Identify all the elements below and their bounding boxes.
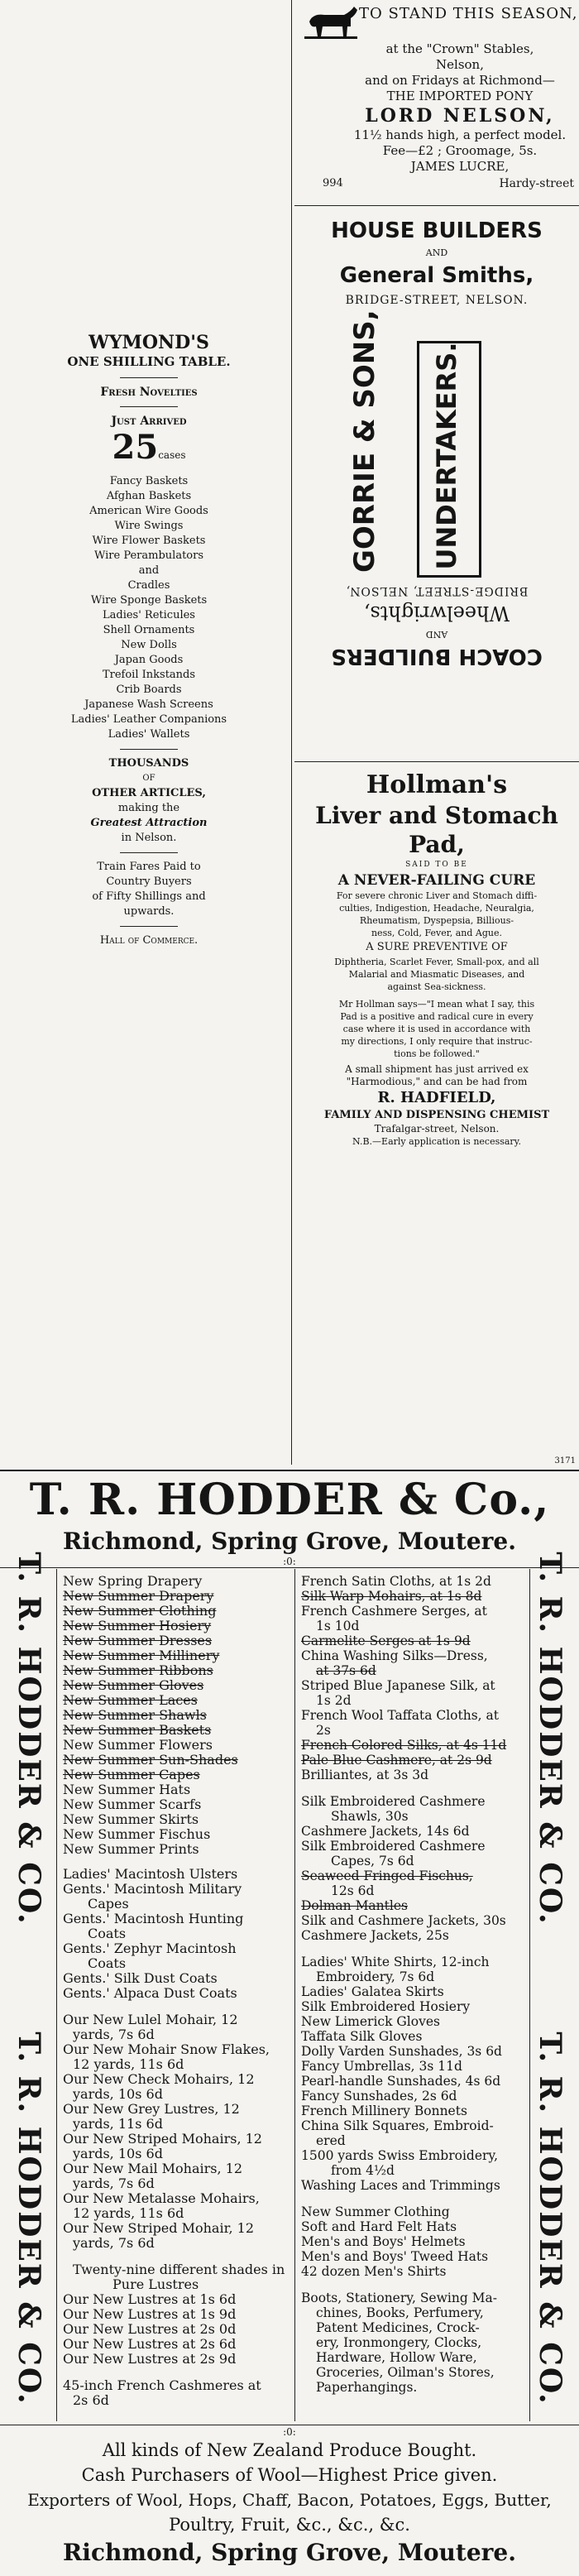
hodder-item: Silk Embroidered Hosiery — [301, 1999, 471, 2014]
wymond-item: Wire Flower Baskets — [92, 535, 206, 547]
hollman-nb: N.B.—Early application is necessary. — [352, 1136, 521, 1147]
hodder-item: 45-inch French Cashmeres at — [63, 2377, 261, 2393]
wymond-just: Just Arrived — [111, 415, 187, 428]
hodder-item: yards, 7s 6d — [73, 2175, 155, 2191]
wymond-item: Trefoil Inkstands — [102, 669, 196, 681]
wymond-ad — [25, 331, 273, 948]
wymond-train: Country Buyers — [106, 875, 192, 888]
wymond-rule — [120, 852, 178, 853]
builders-vertical-undertakers: UNDERTAKERS. — [431, 342, 462, 570]
hodder-item: yards, 10s 6d — [73, 2146, 163, 2161]
hodder-item: Taffata Silk Gloves — [301, 2029, 423, 2044]
hodder-item: 12s 6d — [331, 1883, 375, 1898]
wymond-item: Cradles — [127, 579, 170, 592]
hodder-item: Our New Lustres at 2s 6d — [63, 2336, 237, 2352]
hodder-item: French Millinery Bonnets — [301, 2103, 467, 2118]
wymond-item: Japan Goods — [114, 654, 184, 666]
hodder-item: Our New Mail Mohairs, 12 — [63, 2161, 243, 2176]
hodder-item: Our New Grey Lustres, 12 — [63, 2101, 240, 2117]
builders-address: BRIDGE-STREET, NELSON. — [345, 294, 529, 307]
hollman-title: Pad, — [409, 831, 465, 858]
hodder-item: Our New Lulel Mohair, 12 — [63, 2012, 238, 2027]
hodder-vertical-left: T. R. HODDER & CO. — [12, 2032, 46, 2406]
hodder-item: Boots, Stationery, Sewing Ma- — [301, 2291, 498, 2305]
hodder-footer-places: Richmond, Spring Grove, Moutere. — [63, 2539, 516, 2566]
hodder-item: Gents.' Silk Dust Coats — [63, 1970, 218, 1986]
hodder-item: China Silk Squares, Embroid- — [301, 2118, 494, 2133]
hodder-item: Groceries, Oilman's Stores, — [316, 2365, 495, 2380]
hodder-separator: :0: — [283, 1556, 296, 1567]
hodder-item: New Summer Scarfs — [63, 1796, 202, 1812]
hodder-item: Our New Mohair Snow Flakes, — [63, 2041, 270, 2057]
hollman-chemist: R. HADFIELD, — [377, 1089, 496, 1106]
hodder-item: Ladies' Macintosh Ulsters — [63, 1866, 238, 1882]
hodder-item: New Summer Clothing — [63, 1603, 217, 1619]
horse-ad-headline: TO STAND THIS SEASON, — [359, 5, 578, 22]
hodder-item: Dolman Mantles — [301, 1898, 408, 1913]
hollman-ad — [294, 770, 579, 1148]
hollman-quote: tions be followed." — [394, 1048, 480, 1059]
hodder-item: 1500 yards Swiss Embroidery, — [301, 2148, 499, 2163]
hollman-quote: my directions, I only require that instruc- — [341, 1036, 533, 1047]
hodder-item: New Summer Laces — [63, 1692, 198, 1708]
hodder-item: 12 yards, 11s 6d — [73, 2056, 184, 2072]
hodder-item: Our New Striped Mohairs, 12 — [63, 2131, 262, 2147]
hodder-item: Embroidery, 7s 6d — [316, 1969, 435, 1984]
horse-illustration — [301, 3, 361, 46]
hodder-item: Cashmere Jackets, 14s 6d — [301, 1824, 470, 1839]
hodder-item: New Summer Hosiery — [63, 1618, 212, 1633]
wymond-train: upwards. — [123, 905, 175, 918]
hodder-right-list — [301, 1574, 526, 2395]
hodder-item: Fancy Sunshades, 2s 6d — [301, 2089, 457, 2103]
hodder-item: New Spring Drapery — [63, 1573, 203, 1589]
hollman-title: Liver and Stomach — [315, 802, 558, 829]
hollman-prev: A SURE PREVENTIVE OF — [366, 941, 508, 953]
hodder-item: Coats — [88, 1955, 127, 1971]
horse-ad-owner: JAMES LUCRE, — [410, 159, 510, 174]
builders-vertical-name: GORRIE & SONS, — [348, 309, 381, 573]
hodder-item: French Cashmere Serges, at — [301, 1604, 487, 1619]
wymond-item: New Dolls — [121, 639, 177, 651]
hodder-item: chines, Books, Perfumery, — [316, 2305, 484, 2320]
wymond-item: Ladies' Wallets — [108, 728, 190, 741]
hodder-item: New Limerick Gloves — [301, 2014, 440, 2029]
hodder-separator: :0: — [283, 2426, 296, 2438]
horse-ad-number: 994 — [323, 177, 343, 189]
hollman-prev-line: Diphtheria, Scarlet Fever, Small-pox, and all — [334, 957, 539, 967]
hodder-item: China Washing Silks—Dress, — [301, 1648, 488, 1663]
hodder-item: New Summer Baskets — [63, 1722, 212, 1738]
wymond-thousands: making the — [117, 802, 180, 814]
horse-ad-line: at the "Crown" Stables, — [385, 41, 534, 56]
hodder-title — [0, 1473, 579, 1567]
builders-inverted-head: COACH BUILDERS — [331, 644, 543, 669]
hodder-item: Soft and Hard Felt Hats — [301, 2219, 457, 2234]
hodder-item: New Summer Drapery — [63, 1588, 214, 1604]
horse-ad-fee: Fee—£2 ; Groomage, 5s. — [382, 143, 538, 158]
wymond-title: WYMOND'S — [89, 332, 209, 353]
hollman-for: ness, Cold, Fever, and Ague. — [371, 928, 503, 938]
hodder-item: New Summer Fischus — [63, 1826, 211, 1842]
hodder-item: New Summer Gloves — [63, 1677, 204, 1693]
hodder-item: Shawls, 30s — [331, 1809, 409, 1824]
builders-inverted-and: AND — [425, 629, 448, 640]
hollman-street: Trafalgar-street, Nelson. — [374, 1123, 500, 1134]
hodder-item: New Summer Flowers — [63, 1737, 213, 1753]
section-divider — [0, 1470, 579, 1471]
wymond-item: Fancy Baskets — [109, 475, 189, 487]
wymond-thousands: THOUSANDS — [108, 757, 189, 770]
hodder-item: Our New Lustres at 2s 0d — [63, 2321, 237, 2337]
hodder-left-list — [63, 1574, 291, 2408]
hodder-footer-line: Exporters of Wool, Hops, Chaff, Bacon, Potatoes, Eggs, Butter, — [27, 2490, 552, 2510]
hodder-places: Richmond, Spring Grove, Moutere. — [63, 1528, 516, 1555]
hollman-quote: Mr Hollman says—"I mean what I say, this — [338, 999, 535, 1010]
hodder-item: New Summer Sun-Shades — [63, 1752, 238, 1768]
hodder-item: yards, 7s 6d — [73, 2027, 155, 2042]
builders-and: AND — [425, 247, 448, 258]
wymond-train: Train Fares Paid to — [97, 861, 201, 873]
hodder-item: Silk Warp Mohairs, at 1s 8d — [301, 1589, 482, 1604]
ad-divider — [294, 205, 579, 206]
hollman-for: Rheumatism, Dyspepsia, Billious- — [359, 915, 514, 926]
hodder-item: yards, 7s 6d — [73, 2235, 155, 2251]
ad-divider — [294, 761, 579, 762]
hodder-item: Silk Embroidered Cashmere — [301, 1839, 486, 1854]
hodder-item: 42 dozen Men's Shirts — [301, 2264, 447, 2279]
builders-inverted-address: BRIDGE-STREET, NELSON, — [345, 584, 529, 597]
hodder-item: yards, 11s 6d — [73, 2116, 163, 2132]
hodder-vertical-right: T. R. HODDER & CO. — [533, 1552, 567, 1926]
hollman-ship: "Harmodious," and can be had from — [346, 1076, 528, 1087]
hollman-quote: case where it is used in accordance with — [342, 1024, 531, 1034]
hodder-item: Paperhangings. — [316, 2380, 418, 2395]
wymond-hall: Hall of Commerce. — [99, 934, 199, 947]
hodder-item: Seaweed Fringed Fischus, — [301, 1868, 473, 1883]
hodder-item: ery, Ironmongery, Clocks, — [316, 2335, 482, 2350]
horse-ad-line: and on Fridays at Richmond— — [365, 73, 555, 88]
hodder-item: Pale Blue Cashmere, at 2s 9d — [301, 1753, 492, 1768]
hodder-item: Cashmere Jackets, 25s — [301, 1928, 449, 1943]
builders-vertical-block — [328, 309, 534, 573]
hodder-item: 2s — [316, 1723, 331, 1738]
hodder-item: 1s 2d — [316, 1693, 352, 1708]
hodder-band-rule — [529, 1569, 530, 2421]
wymond-item: Afghan Baskets — [106, 490, 192, 502]
hodder-footer-line: All kinds of New Zealand Produce Bought. — [102, 2440, 477, 2460]
horse-ad — [294, 0, 579, 199]
hodder-vertical-right: T. R. HODDER & CO. — [533, 2032, 567, 2406]
wymond-item: and — [138, 564, 160, 577]
hodder-item: Patent Medicines, Crock- — [316, 2320, 480, 2335]
wymond-count: 25cases — [112, 428, 186, 467]
hodder-item: New Summer Skirts — [63, 1811, 199, 1827]
horse-ad-desc: 11½ hands high, a perfect model. — [353, 127, 567, 142]
hodder-item: 2s 6d — [73, 2392, 109, 2408]
hodder-item: Men's and Boys' Tweed Hats — [301, 2249, 489, 2264]
hodder-footer-line: Cash Purchasers of Wool—Highest Price given. — [81, 2465, 498, 2485]
builders-head2: General Smiths, — [339, 263, 534, 288]
hodder-item: Carmelite Serges at 1s 9d — [301, 1633, 471, 1648]
hodder-item: Pure Lustres — [112, 2276, 199, 2292]
hodder-item: Gents.' Alpaca Dust Coats — [63, 1985, 237, 2001]
hodder-item: Men's and Boys' Helmets — [301, 2234, 466, 2249]
hodder-column-rule — [294, 1569, 295, 2421]
hodder-item: Our New Lustres at 1s 9d — [63, 2306, 237, 2322]
hodder-item: Ladies' White Shirts, 12-inch — [301, 1955, 490, 1969]
hodder-footer-line: Poultry, Fruit, &c., &c., &c. — [169, 2515, 410, 2535]
wymond-item: Ladies' Reticules — [103, 609, 195, 621]
hodder-item: ered — [316, 2133, 346, 2148]
wymond-rule — [120, 749, 178, 750]
hollman-quote: Pad is a positive and radical cure in every — [340, 1011, 534, 1022]
wymond-in: in Nelson. — [121, 832, 177, 844]
hodder-item: New Summer Capes — [63, 1767, 200, 1782]
hodder-footer — [0, 2426, 579, 2569]
horse-ad-address: Hardy-street — [499, 177, 574, 190]
hodder-rule — [0, 1567, 579, 1568]
builders-ad — [294, 217, 579, 755]
wymond-item: Wire Perambulators — [93, 549, 204, 562]
wymond-thousands: OF — [142, 774, 156, 783]
hodder-item: Our New Metalasse Mohairs, — [63, 2190, 260, 2206]
hollman-for: culties, Indigestion, Headache, Neuralgia, — [339, 903, 534, 914]
wymond-item: Ladies' Leather Companions — [70, 713, 227, 726]
hodder-band-rule — [56, 1569, 57, 2421]
hodder-item: Ladies' Galatea Skirts — [301, 1984, 444, 1999]
wymond-item: American Wire Goods — [89, 505, 208, 517]
hodder-title-text: T. R. HODDER & Co., — [29, 1475, 550, 1525]
hodder-item: Our New Lustres at 1s 6d — [63, 2291, 237, 2307]
hollman-said: SAID TO BE — [405, 861, 468, 869]
wymond-rule — [120, 377, 178, 378]
wymond-thousands: OTHER ARTICLES, — [92, 787, 206, 799]
hodder-item: French Wool Taffata Cloths, at — [301, 1708, 500, 1723]
wymond-item: Wire Swings — [114, 520, 184, 532]
horse-ad-sub: THE IMPORTED PONY — [386, 89, 534, 103]
hodder-item: Hardware, Hollow Ware, — [316, 2350, 477, 2365]
hodder-item: Our New Check Mohairs, 12 — [63, 2071, 255, 2087]
hodder-item: New Summer Clothing — [301, 2204, 450, 2219]
builders-inverted-block — [294, 581, 579, 670]
hodder-item: Gents.' Zephyr Macintosh — [63, 1940, 237, 1956]
wymond-item: Shell Ornaments — [103, 624, 195, 636]
hollman-title: Hollman's — [366, 770, 508, 799]
hodder-item: yards, 10s 6d — [73, 2086, 163, 2102]
wymond-item: Japanese Wash Screens — [84, 698, 213, 711]
hollman-ship: A small shipment has just arrived ex — [345, 1063, 529, 1075]
hollman-prev-line: Malarial and Miasmatic Diseases, and — [348, 969, 525, 980]
column-divider — [291, 0, 292, 1465]
wymond-fresh: Fresh Novelties — [100, 386, 198, 399]
hodder-item: from 4½d — [331, 2163, 395, 2178]
hodder-item: New Summer Dresses — [63, 1633, 213, 1648]
hodder-item: Fancy Umbrellas, 3s 11d — [301, 2059, 462, 2074]
hodder-item: at 37s 6d — [316, 1663, 376, 1678]
horse-ad-name: LORD NELSON, — [365, 105, 555, 127]
wymond-subtitle: ONE SHILLING TABLE. — [67, 354, 231, 369]
hodder-item: Silk Embroidered Cashmere — [301, 1794, 486, 1809]
wymond-rule — [120, 406, 178, 407]
hodder-item: Our New Striped Mohair, 12 — [63, 2220, 254, 2236]
hodder-item: Coats — [88, 1926, 127, 1941]
hodder-item: New Summer Hats — [63, 1782, 191, 1797]
builders-inverted-wheelwrights: Wheelwrights, — [363, 602, 510, 625]
hodder-item: New Summer Ribbons — [63, 1662, 213, 1678]
hodder-item: Gents.' Macintosh Hunting — [63, 1911, 244, 1926]
wymond-train: of Fifty Shillings and — [92, 890, 206, 903]
builders-head1: HOUSE BUILDERS — [331, 218, 543, 243]
hodder-item: French Colored Silks, at 4s 11d — [301, 1738, 507, 1753]
wymond-item: Crib Boards — [116, 684, 182, 696]
hollman-prev-line: against Sea-sickness. — [387, 981, 486, 992]
hodder-item: Twenty-nine different shades in — [73, 2262, 285, 2277]
hodder-item: Silk and Cashmere Jackets, 30s — [301, 1913, 506, 1928]
hodder-item: Gents.' Macintosh Military — [63, 1881, 242, 1897]
hodder-item: 12 yards, 11s 6d — [73, 2205, 184, 2221]
hodder-item: French Satin Cloths, at 1s 2d — [301, 1574, 491, 1589]
hodder-item: Washing Laces and Trimmings — [301, 2178, 500, 2193]
hollman-number: 3171 — [554, 1456, 576, 1465]
hodder-item: 1s 10d — [316, 1619, 360, 1633]
hodder-vertical-left: T. R. HODDER & CO. — [12, 1552, 46, 1926]
hollman-cure: A NEVER-FAILING CURE — [337, 872, 536, 889]
wymond-attraction: Greatest Attraction — [90, 817, 208, 829]
hollman-for: For severe chronic Liver and Stomach diffi- — [336, 890, 538, 901]
hodder-item: New Summer Shawls — [63, 1707, 207, 1723]
hodder-item: Striped Blue Japanese Silk, at — [301, 1678, 495, 1693]
hollman-role: FAMILY AND DISPENSING CHEMIST — [323, 1109, 550, 1121]
wymond-rule — [120, 926, 178, 927]
hodder-item: Capes — [88, 1896, 129, 1912]
hodder-item: Dolly Varden Sunshades, 3s 6d — [301, 2044, 502, 2059]
horse-ad-line: Nelson, — [436, 57, 484, 72]
wymond-item: Wire Sponge Baskets — [90, 594, 208, 607]
hodder-item: Our New Lustres at 2s 9d — [63, 2351, 237, 2367]
hodder-item: Brilliantes, at 3s 3d — [301, 1768, 428, 1782]
hodder-item: New Summer Prints — [63, 1841, 199, 1857]
hodder-item: Capes, 7s 6d — [331, 1854, 414, 1868]
hodder-item: Pearl-handle Sunshades, 4s 6d — [301, 2074, 501, 2089]
hodder-item: New Summer Millinery — [63, 1648, 220, 1663]
